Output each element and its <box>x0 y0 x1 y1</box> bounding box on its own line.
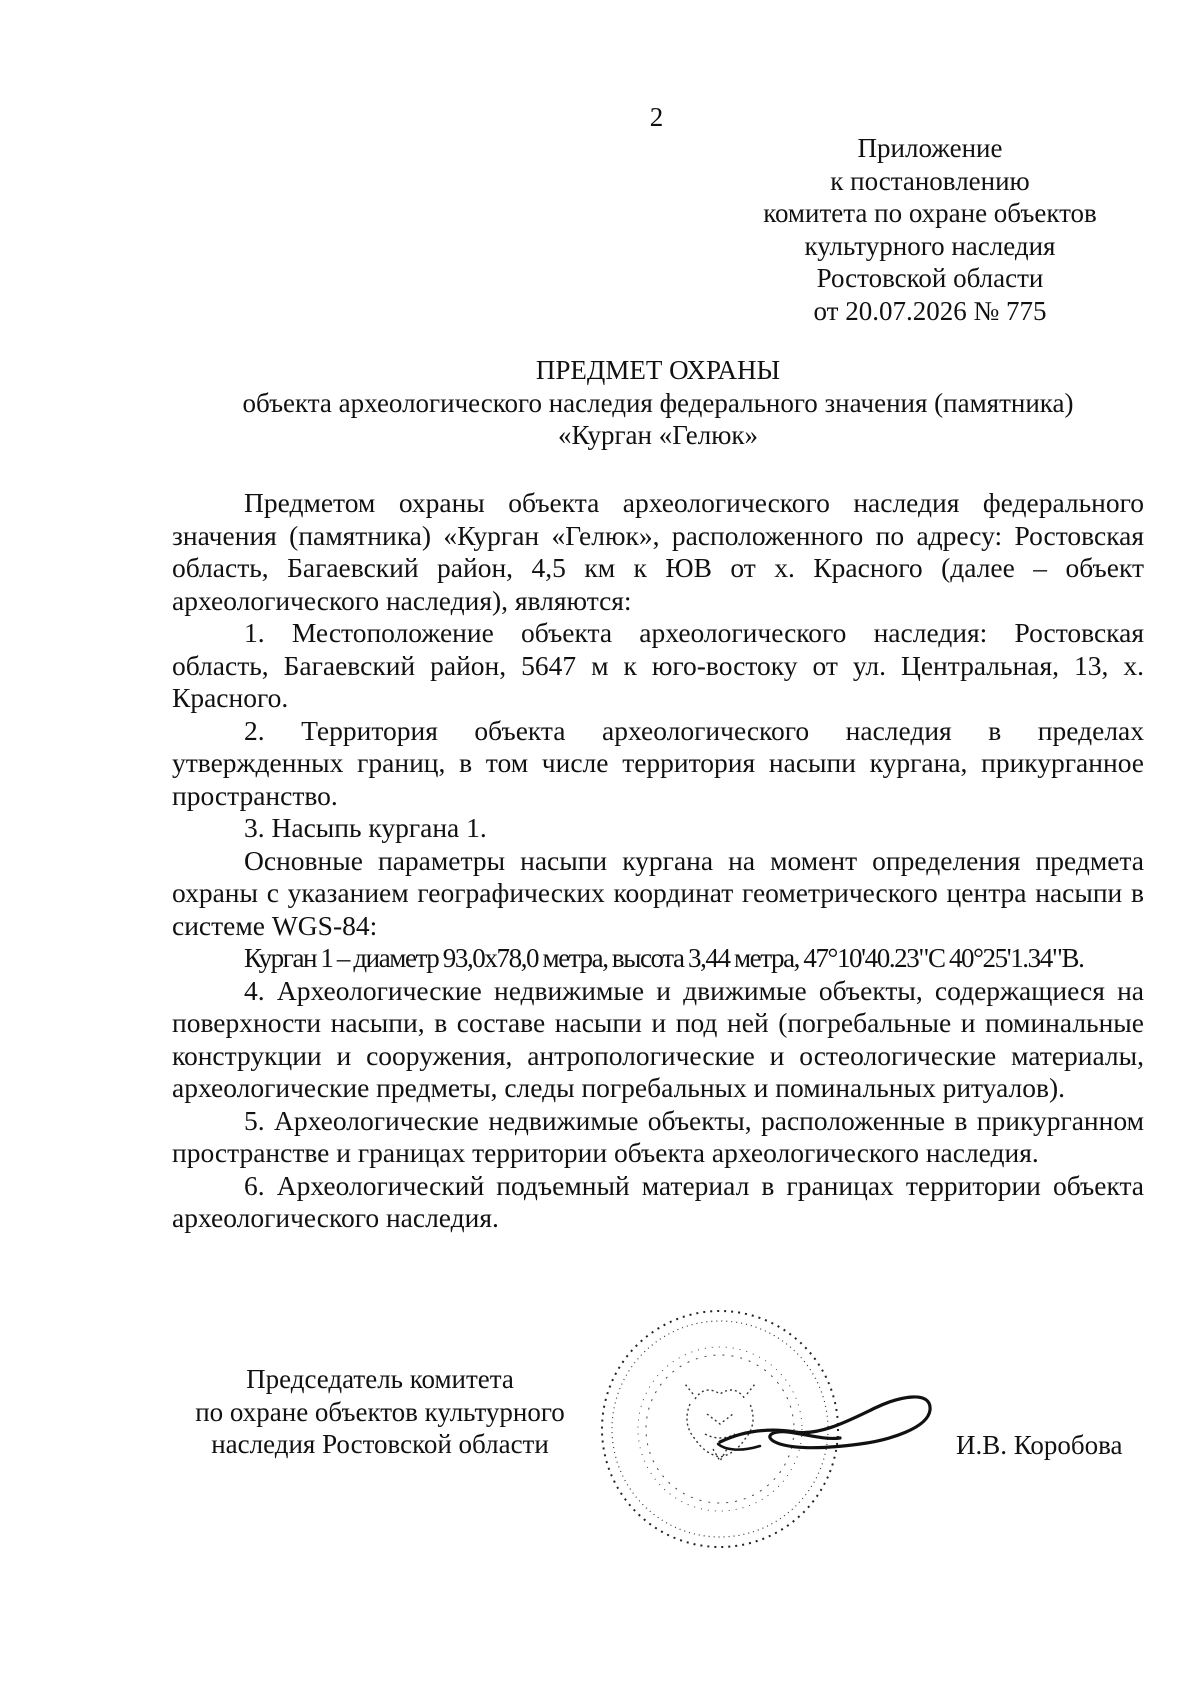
signatory-position-line: по охране объектов культурного <box>195 1396 565 1427</box>
body-paragraph: 4. Археологические недвижимые и движимые объекты, содержащиеся на поверхности насыпи, в составе насыпи и под ней (погребальные и поминальные конструкции и сооружения, антропологические и остеологические материалы, археологические предметы, следы погребальных и поминальных ритуалов). <box>172 974 1144 1103</box>
body-paragraph: 5. Археологические недвижимые объекты, расположенные в прикурганном пространстве и границах территории объекта археологического наследия. <box>172 1104 1144 1168</box>
title-object-name: «Курган «Гелюк» <box>557 420 759 450</box>
appendix-line: к постановлению <box>830 165 1030 196</box>
signatory-name: И.В. Коробова <box>956 1430 1123 1460</box>
appendix-line: Ростовской области <box>816 263 1044 293</box>
signatory-position-line: наследия Ростовской области <box>211 1429 549 1459</box>
document-title <box>172 354 1144 452</box>
body-paragraph: 2. Территория объекта археологического наследия в пределах утвержденных границ, в том числе территория насыпи кургана, прикурганное пространство. <box>172 714 1144 811</box>
body-paragraph: 6. Археологический подъемный материал в границах территории объекта археологического наследия. <box>172 1169 1144 1233</box>
document-body <box>172 487 1144 1235</box>
signatory-position <box>170 1363 590 1461</box>
appendix-line: Приложение <box>857 133 1003 163</box>
body-paragraph: Предметом охраны объекта археологического наследия федерального значения (памятника) «Курган «Гелюк», расположенного по адресу: Ростовская область, Багаевский район, 4,5 км к ЮВ от х. Красного (далее – объект археологического наследия), являются: <box>172 487 1144 616</box>
title-heading: ПРЕДМЕТ ОХРАНЫ <box>535 355 781 385</box>
page-number: 2 <box>649 102 664 132</box>
appendix-line: комитета по охране объектов <box>763 198 1097 228</box>
appendix-line: культурного наследия <box>804 230 1056 261</box>
body-paragraph: Основные параметры насыпи кургана на момент определения предмета охраны с указанием географических координат геометрического центра насыпи в системе WGS-84: <box>172 844 1144 941</box>
body-paragraph: 3. Насыпь кургана 1. <box>244 812 487 843</box>
mound-coordinates: Курган 1 – диаметр 93,0x78,0 метра, высота 3,44 метра, 47°10'40.23"С 40°25'1.34"В. <box>244 943 1084 973</box>
title-subtitle: объекта археологического наследия федерального значения (памятника) <box>242 387 1074 418</box>
appendix-header <box>740 132 1120 327</box>
body-paragraph: 1. Местоположение объекта археологического наследия: Ростовская область, Багаевский район, 5647 м к юго-востоку от ул. Центральная, 13, х. Красного. <box>172 617 1144 713</box>
appendix-line: от 20.07.2026 № 775 <box>813 295 1047 326</box>
handwritten-signature-icon <box>700 1380 940 1470</box>
signatory-position-line: Председатель комитета <box>246 1364 514 1394</box>
